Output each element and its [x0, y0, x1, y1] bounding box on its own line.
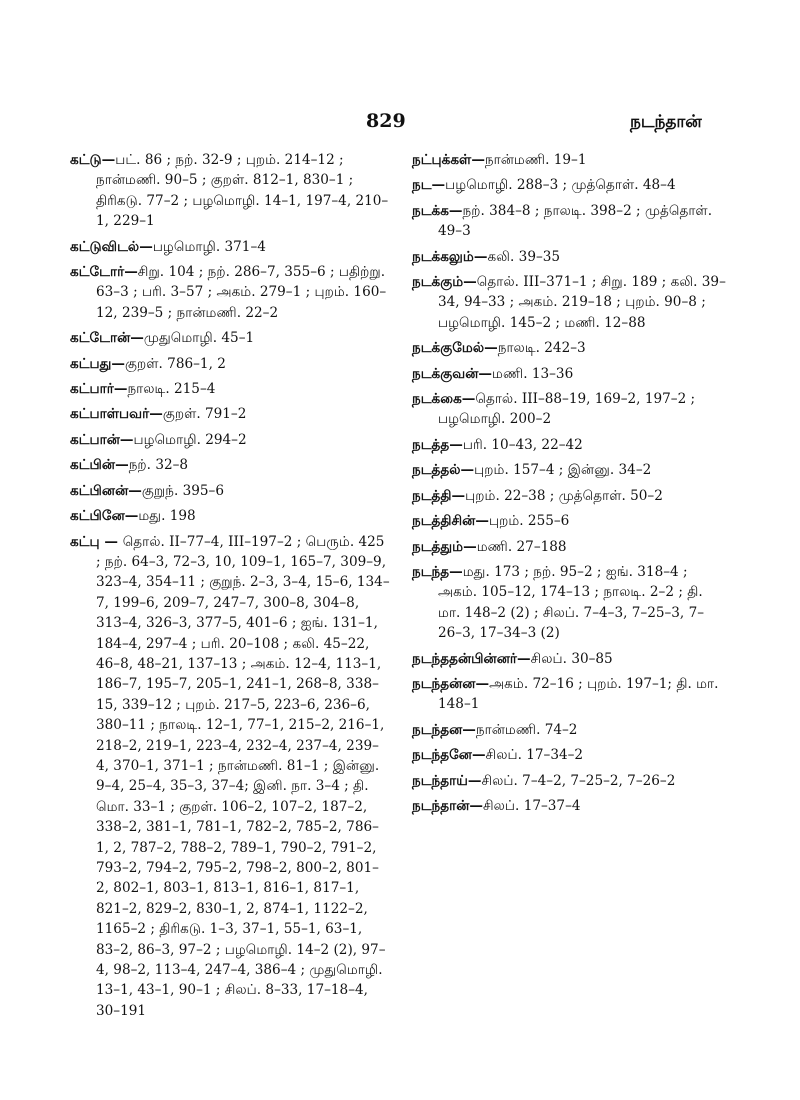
entry-references: மது. 173 ; நற். 95–2 ; ஐங். 318–4 ; அகம். 105–12, 174–13 ; நாலடி. 2–2 ; தி. மா. 148–2 (2) ; சிலப். 7–4–3, 7–25–3, 7–26–3, 17–34–3 (2)	[438, 563, 705, 642]
index-entry	[70, 150, 390, 232]
entry-references: சிலப். 17–34–2	[485, 747, 584, 764]
entry-headword: நடக்கை—	[412, 391, 476, 408]
entry-headword: கட்டோர்—	[70, 264, 138, 281]
entry-references: கலி. 39–35	[487, 248, 561, 265]
entry-headword: நடத்தி—	[412, 487, 466, 504]
index-entry	[412, 201, 727, 242]
entry-references: தொல். III–371–1 ; சிறு. 189 ; கலி. 39–34, 94–33 ; அகம். 219–18 ; புறம். 90–8 ; பழமொழி. 145–2 ; மணி. 12–88	[438, 274, 726, 331]
page-number: 829	[366, 110, 406, 132]
entry-references: முதுமொழி. 45–1	[143, 330, 255, 347]
index-entry	[412, 649, 727, 669]
entry-headword: நடத்த—	[412, 436, 463, 453]
index-entry	[412, 562, 727, 644]
entry-headword: நடந்தாய்—	[412, 772, 482, 789]
left-column	[70, 150, 390, 1026]
entry-references: பழமொழி. 294–2	[133, 431, 247, 448]
entry-headword: கட்பினன்—	[70, 482, 142, 499]
entry-references: குறுந். 395–6	[141, 482, 224, 499]
entry-references: மணி. 13–36	[492, 365, 574, 382]
entry-references: குறள். 791–2	[162, 406, 247, 423]
entry-headword: நடந்த—	[412, 563, 463, 580]
index-entry	[70, 379, 390, 399]
entry-references: பழமொழி. 371–4	[152, 238, 266, 255]
entry-headword: நடத்தல்—	[412, 462, 475, 479]
index-entry	[412, 435, 727, 455]
index-entry	[70, 328, 390, 348]
entry-headword: கட்டுவிடல்—	[70, 238, 153, 255]
index-entry	[412, 175, 727, 195]
entry-headword: நடந்தன—	[412, 721, 476, 738]
index-entry	[70, 354, 390, 374]
index-entry	[412, 511, 727, 531]
index-entry	[70, 455, 390, 475]
entry-references: சிலப். 30–85	[530, 650, 613, 667]
entry-references: பட். 86 ; நற். 32-9 ; புறம். 214–12 ; நான்மணி. 90–5 ; குறள். 812–1, 830–1 ; திரிகடு. 77–2 ; பழமொழி. 14–1, 197–4, 210–1, 229–1	[96, 152, 389, 230]
entry-references: பழமொழி. 288–3 ; முத்தொள். 48–4	[445, 177, 676, 194]
entry-headword: கட்டோன்—	[70, 330, 144, 347]
index-entry	[70, 506, 390, 526]
entry-headword: கட்டு—	[70, 152, 116, 168]
entry-references: புறம். 157–4 ; இன்னு. 34–2	[474, 462, 652, 479]
entry-references: பரி. 10–43, 22–42	[462, 436, 583, 453]
running-head: நடந்தான்	[630, 112, 702, 132]
entry-references: நாலடி. 242–3	[497, 340, 586, 357]
entry-headword: நடக்குவன்—	[412, 365, 493, 382]
entry-headword: நடக்கலும்—	[412, 248, 488, 265]
index-entry	[412, 460, 727, 480]
entry-references: நான்மணி. 19–1	[484, 152, 587, 168]
entry-headword: நடக்க—	[412, 202, 463, 219]
entry-headword: கட்பு —	[70, 533, 123, 550]
index-entry	[70, 532, 390, 1022]
index-entry	[412, 364, 727, 384]
entry-references: குறள். 786–1, 2	[125, 355, 226, 372]
entry-references: நற். 384–8 ; நாலடி. 398–2 ; முத்தொள். 49–3	[438, 202, 713, 240]
index-entry	[412, 771, 727, 791]
entry-references: மது. 198	[138, 508, 196, 525]
index-entry	[412, 745, 727, 765]
index-entry	[412, 486, 727, 506]
entry-headword: நடந்தனே—	[412, 747, 486, 764]
entry-references: தொல். III–88–19, 169–2, 197–2 ; பழமொழி. 200–2	[438, 391, 696, 428]
entry-references: நான்மணி. 74–2	[475, 721, 578, 738]
entry-references: புறம். 22–38 ; முத்தொள். 50–2	[465, 487, 663, 504]
index-entry	[70, 404, 390, 424]
entry-headword: நடக்குமேல்—	[412, 340, 498, 357]
index-entry	[412, 247, 727, 267]
entry-references: நாலடி. 215–4	[127, 381, 216, 398]
index-entry	[412, 674, 727, 715]
index-entry	[412, 537, 727, 557]
index-entry	[70, 481, 390, 501]
entry-headword: நட—	[412, 177, 446, 194]
entry-headword: கட்பார்—	[70, 381, 128, 398]
entry-headword: நடத்திசின்—	[412, 513, 489, 530]
index-entry	[70, 430, 390, 450]
index-entry	[412, 389, 727, 430]
right-column	[412, 150, 727, 821]
entry-headword: கட்பாள்பவர்—	[70, 406, 163, 423]
entry-headword: நடக்கும்—	[412, 274, 477, 291]
entry-references: நற். 32–8	[128, 457, 189, 474]
entry-references: அகம். 72–16 ; புறம். 197–1; தி. மா. 148–1	[438, 675, 719, 713]
entry-headword: நடந்ததன்பின்னர்—	[412, 650, 531, 667]
entry-headword: நடத்தும்—	[412, 538, 477, 555]
index-entry	[412, 720, 727, 740]
index-entry	[70, 237, 390, 257]
entry-references: சிறு. 104 ; நற். 286–7, 355–6 ; பதிற்று. 63–3 ; பரி. 3–57 ; அகம். 279–1 ; புறம். 160–12, 239–5 ; நான்மணி. 22–2	[96, 264, 387, 321]
entry-references: சிலப். 17–37–4	[483, 797, 581, 814]
entry-headword: கட்பது—	[70, 355, 126, 372]
index-entry	[412, 796, 727, 816]
entry-references: மணி. 27–188	[476, 538, 567, 555]
entry-references: தொல். II–77–4, III–197–2 ; பெரும். 425 ; நற். 64–3, 72–3, 10, 109–1, 165–7, 309–9, 323–4, 354–11 ; குறுந். 2–3, 3–4, 15–6, 134–7, 199–6, 209–7, 247–7, 300–8, 304–8, 313–4, 326–3, 377–5, 401–6 ; ஐங். 131–1, 184–4, 297–4 ; பரி. 20–108 ; கலி. 45–22, 46–8, 48–21, 137–13 ; அகம். 12–4, 113–1, 186–7, 195–7, 205–1, 241–1, 268–8, 338–15, 339–12 ; புறம். 217–5, 223–6, 236–6, 380–11 ; நாலடி. 12–1, 77–1, 215–2, 216–1, 218–2, 219–1, 223–4, 232–4, 237–4, 239–4, 370–1, 371–1 ; நான்மணி. 81–1 ; இன்னு. 9–4, 25–4, 35–3, 37–4; இனி. நா. 3–4 ; தி. மொ. 33–1 ; குறள். 106–2, 107–2, 187–2, 338–2, 381–1, 781–1, 782–2, 785–2, 786–1, 2, 787–2, 788–2, 789–1, 790–2, 791–2, 793–2, 794–2, 795–2, 798–2, 800–2, 801–2, 802–1, 803–1, 813–1, 816–1, 817–1, 821–2, 829–2, 830–1, 2, 874–1, 1122–2, 1165–2 ; திரிகடு. 1–3, 37–1, 55–1, 63–1, 83–2, 86–3, 97–2 ; பழமொழி. 14–2 (2), 97–4, 98–2, 113–4, 247–4, 386–4 ; முதுமொழி. 13–1, 43–1, 90–1 ; சிலப். 8–33, 17–18–4, 30–191	[96, 533, 390, 1019]
entry-headword: நட்புக்கள்—	[412, 152, 485, 168]
entry-headword: நடந்தான்—	[412, 797, 483, 814]
index-entry	[70, 262, 390, 323]
index-entry	[412, 150, 727, 170]
entry-references: சிலப். 7–4–2, 7–25–2, 7–26–2	[481, 772, 676, 789]
entry-headword: நடந்தன்ன—	[412, 675, 490, 692]
index-entry	[412, 272, 727, 333]
index-entry	[412, 338, 727, 358]
entry-references: புறம். 255–6	[488, 513, 570, 530]
entry-headword: கட்பின்—	[70, 457, 129, 474]
entry-headword: கட்பான்—	[70, 431, 134, 448]
entry-headword: கட்பினே—	[70, 508, 139, 525]
